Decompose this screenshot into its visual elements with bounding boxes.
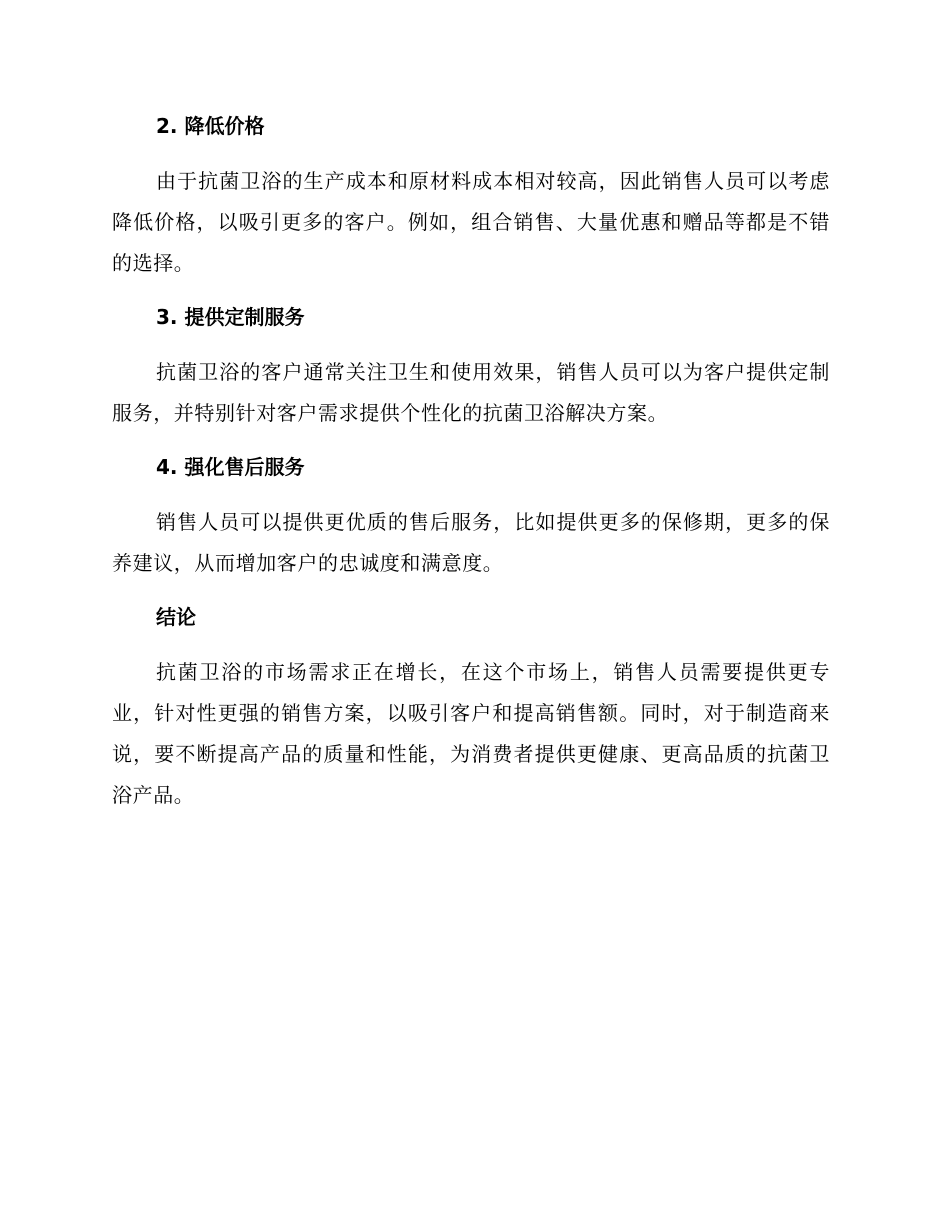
section-custom-service [112,302,830,434]
section-paragraph: 由于抗菌卫浴的生产成本和原材料成本相对较高，因此销售人员可以考虑降低价格，以吸引更多的客户。例如，组合销售、大量优惠和赠品等都是不错的选择。 [112,169,830,275]
document-content [112,111,830,834]
section-paragraph: 销售人员可以提供更优质的售后服务，比如提供更多的保修期，更多的保养建议，从而增加客户的忠诚度和满意度。 [112,510,830,575]
section-lower-price [112,111,830,284]
section-heading: 2. 降低价格 [156,114,265,138]
section-conclusion [112,602,830,816]
section-paragraph: 抗菌卫浴的客户通常关注卫生和使用效果，销售人员可以为客户提供定制服务，并特别针对客户需求提供个性化的抗菌卫浴解决方案。 [112,360,830,425]
section-heading: 结论 [156,605,196,629]
section-heading: 3. 提供定制服务 [156,305,305,329]
section-after-sales [112,452,830,584]
section-paragraph: 抗菌卫浴的市场需求正在增长，在这个市场上，销售人员需要提供更专业，针对性更强的销售方案，以吸引客户和提高销售额。同时，对于制造商来说，要不断提高产品的质量和性能，为消费者提供更健康、更高品质的抗菌卫浴产品。 [112,660,830,807]
section-heading: 4. 强化售后服务 [156,455,305,479]
